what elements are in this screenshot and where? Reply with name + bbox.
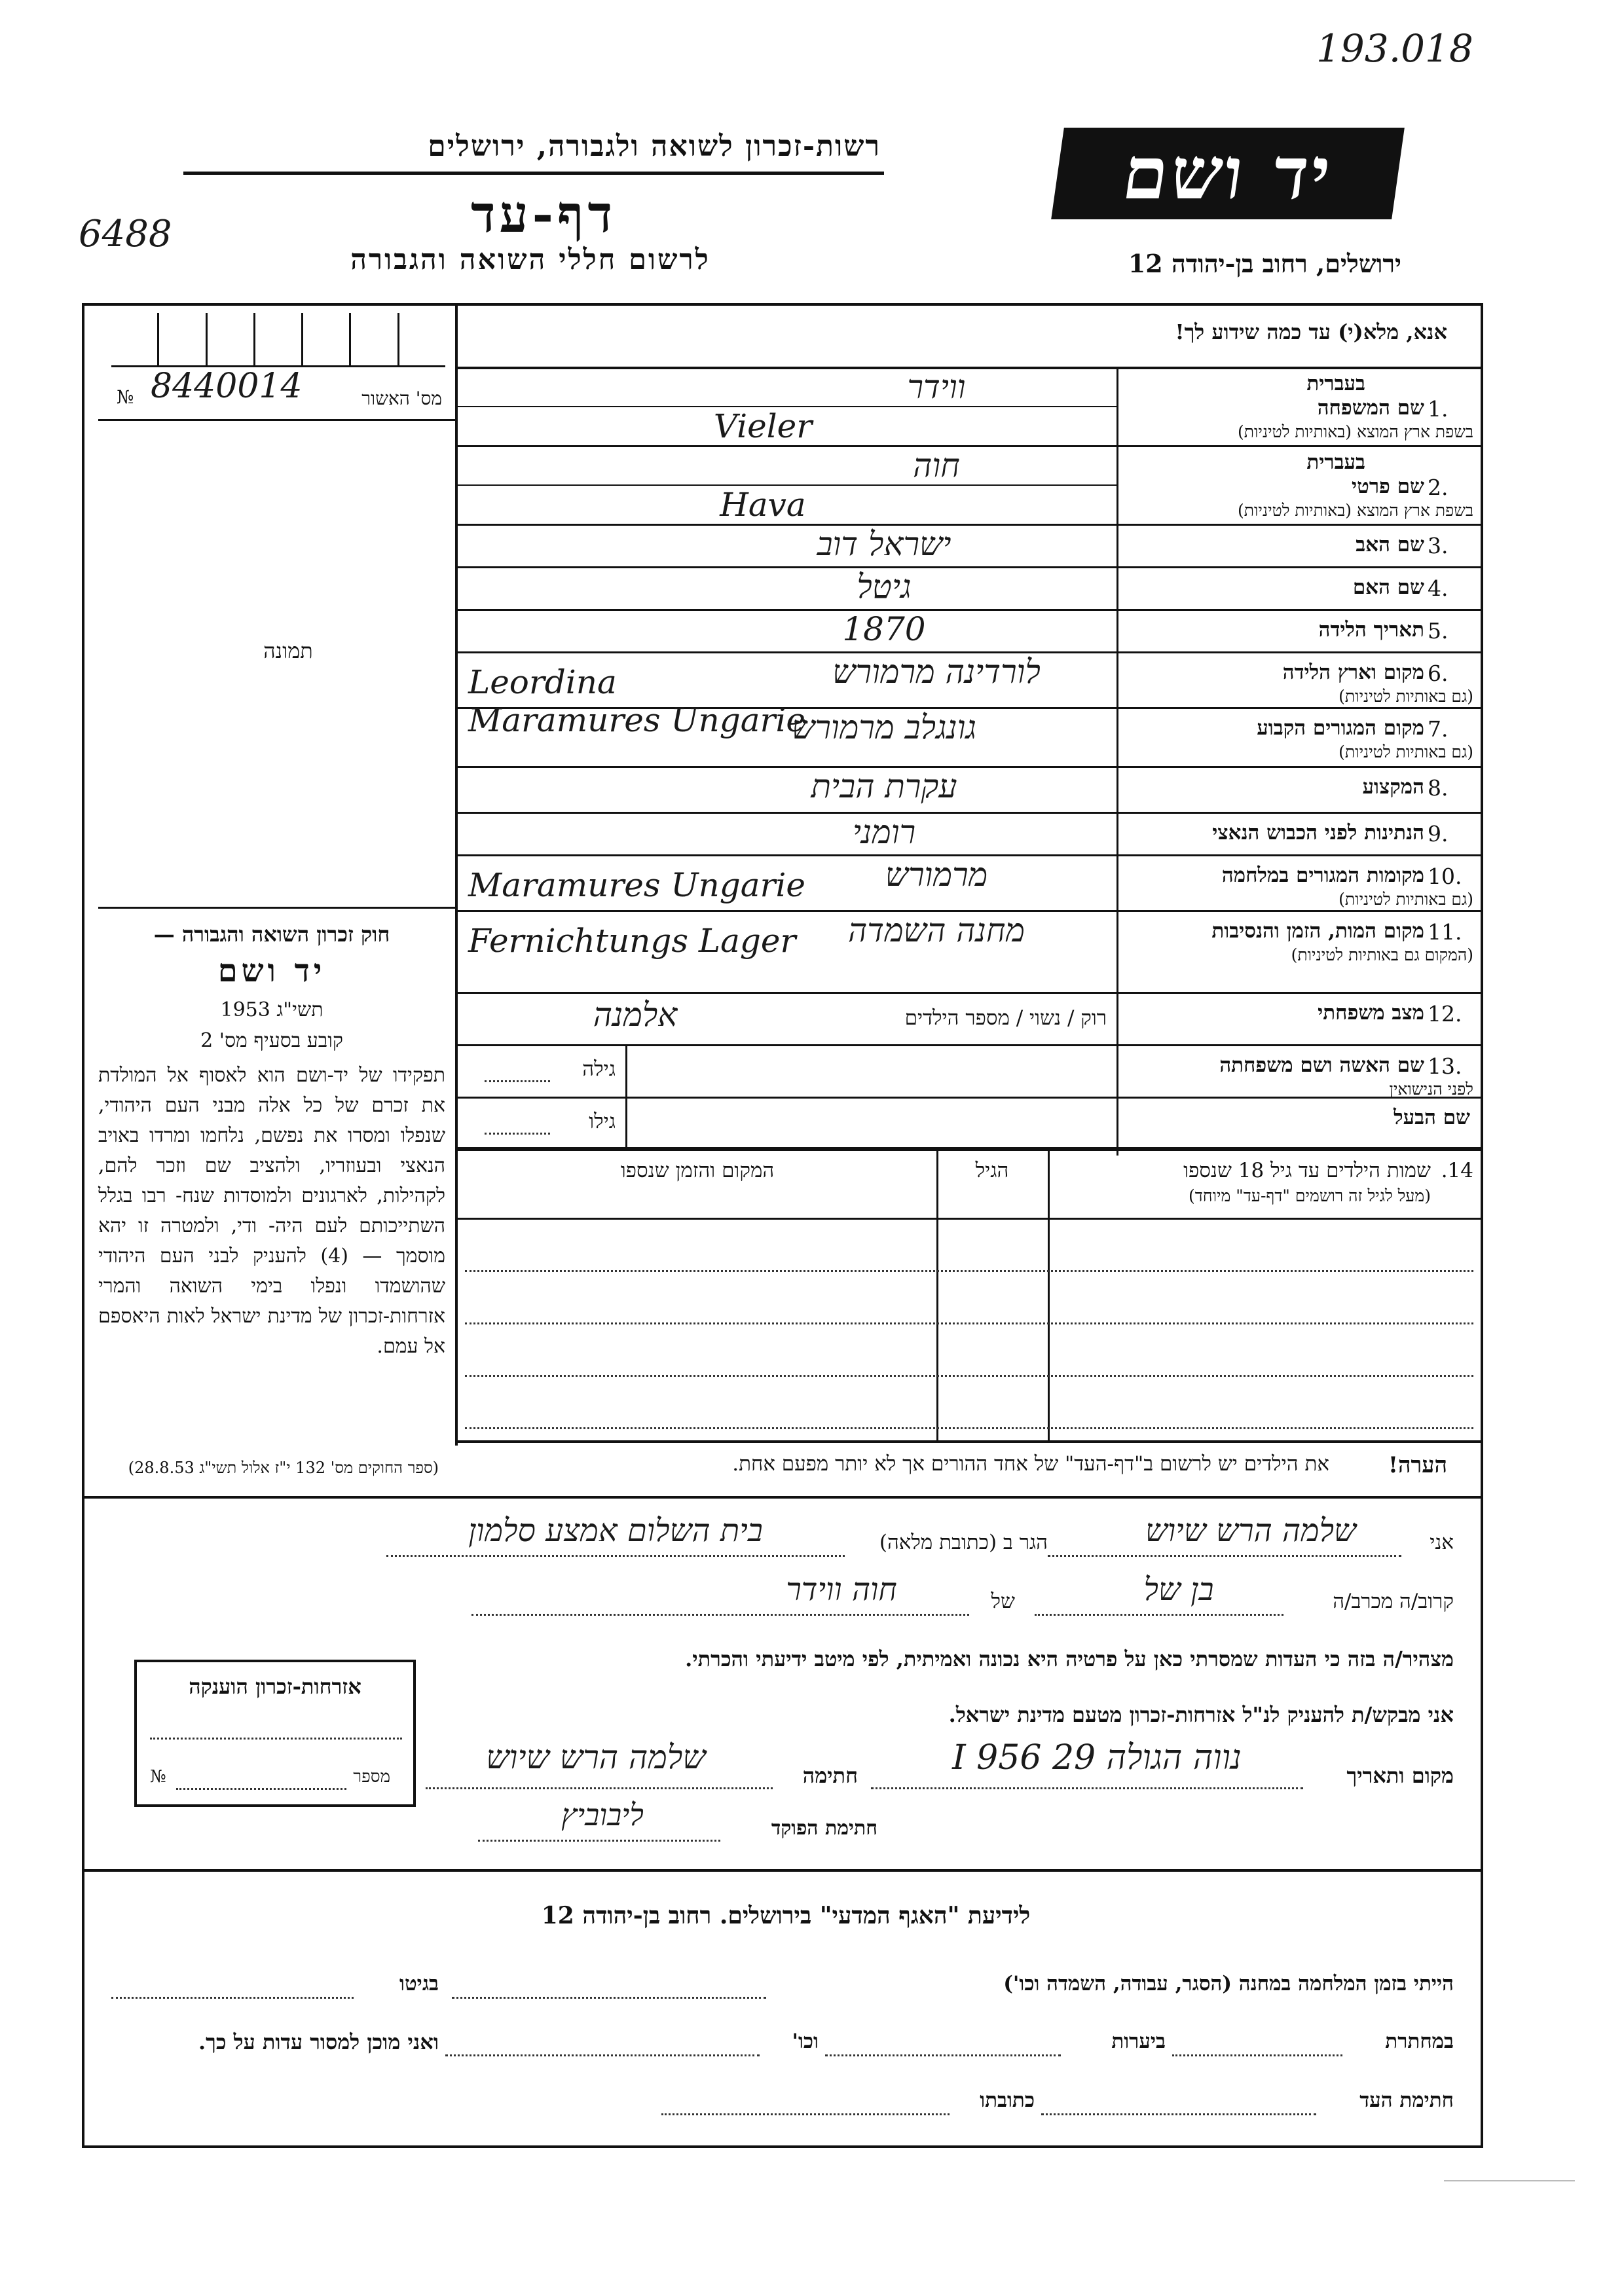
field-number: 7. — [1428, 716, 1449, 742]
field-value: עקרת הבית — [811, 767, 957, 805]
field-number: 8. — [1428, 775, 1449, 801]
bottom-underground: במחתרת — [1385, 2030, 1454, 2053]
field-value: גיטל — [857, 568, 912, 606]
field-value: ישראל דוב — [817, 525, 951, 563]
field-value-latin: Hava — [720, 486, 806, 524]
law-brand: יד ושם — [217, 953, 326, 989]
decl-address-label: הגר ב (כתובת מלאה) — [879, 1531, 1048, 1554]
form-subtitle: לרשום חללי השואה והגבורה — [350, 244, 710, 276]
photo-label: תמונה — [263, 638, 313, 663]
approval-boxes — [111, 313, 445, 367]
field-number: 5. — [1428, 618, 1449, 644]
field-hebrew-tag: בעברית — [1306, 372, 1365, 395]
field-label: מקום המות, הזמן והנסיבות — [1211, 919, 1424, 943]
field-sublabel: לפני הנישואין — [1389, 1080, 1473, 1099]
law-footnote: (ספר החוקים מס' 132 י"ז אלול תשי"ג 28.8.53) — [128, 1459, 439, 1477]
field-number: 6. — [1428, 661, 1449, 686]
field-label: תאריך הלידה — [1318, 618, 1424, 642]
bottom-line1: הייתי בזמן המלחמה במחנה (הסגר, עבודה, השמדה וכו') — [1003, 1972, 1454, 1995]
decl-statement: מצהיר/ה בזה כי העדות שמסרתי כאן על פרטיה היא נכונה ואמיתית, לפי מיטב ידיעתי והכרתי. — [685, 1647, 1454, 1671]
children-sub: (מעל לגיל זה רושמים "דף-עד" מיוחד) — [1189, 1186, 1431, 1205]
field-number: 4. — [1428, 575, 1449, 601]
decl-address-value: בית השלום אמצע סלמון — [468, 1512, 763, 1549]
field-value-latin: Fernichtungs Lager — [468, 922, 796, 960]
citizenship-box — [134, 1660, 416, 1807]
row-rule — [455, 992, 1483, 994]
decl-request: אני מבקש/ת להעניק לנ"ל אזרחות-זכרון מטעם מדינת ישראל. — [948, 1702, 1454, 1727]
children-label: שמות הילדים עד גיל 18 שנספו — [1183, 1159, 1431, 1182]
decl-of-label: של — [991, 1590, 1015, 1613]
left-column-divider — [455, 303, 458, 1446]
field-options: רוק / נשוי / מספר הילדים — [904, 1006, 1107, 1030]
decl-officer-label: חתימת הפוקד — [771, 1817, 877, 1840]
field-label: שם המשפחה — [1317, 396, 1424, 420]
field-label: שם האשה ושם משפחתה — [1219, 1053, 1424, 1077]
children-header-rule — [455, 1218, 1483, 1220]
field-sublabel: (גם באותיות לטיניות) — [1338, 742, 1473, 761]
field-value-latin: Vieler — [713, 407, 813, 445]
note-title: הערה! — [1388, 1452, 1447, 1478]
authority-name: רשות-זכרון לשואה ולגבורה, ירושלים — [428, 130, 881, 163]
decl-relation-label: קרוב/ה מכרב/ה — [1333, 1590, 1454, 1613]
field-value: אלמנה — [593, 996, 678, 1034]
field-sublabel: (גם באותיות לטיניות) — [1338, 890, 1473, 909]
header-underline — [183, 172, 884, 175]
field-label: מצב משפחתי — [1318, 1001, 1424, 1025]
field-label: המקצוע — [1362, 775, 1424, 799]
field-number: 13. — [1428, 1053, 1462, 1079]
form-title: דף-עד — [471, 185, 616, 244]
field-value: רומני — [852, 813, 916, 851]
decl-place-date-value: נווה הגולה 29 I 956 — [952, 1738, 1242, 1777]
decl-officer-value: ליבוביץ — [561, 1797, 644, 1832]
field-age-label: גילו — [589, 1110, 616, 1133]
field-sublabel: (המקום גם באותיות לטיניות) — [1291, 945, 1473, 964]
row-rule — [455, 1044, 1483, 1046]
decl-of-value: חוה ווידר — [786, 1571, 897, 1608]
approval-label: מס' האשור — [361, 388, 442, 409]
children-age-header: הגיל — [975, 1159, 1009, 1182]
field-sublabel: בשפת ארץ המוצא (באותיות לטיניות) — [1238, 422, 1473, 441]
field-label: שם האם — [1352, 575, 1424, 599]
decl-ani: אני — [1430, 1531, 1454, 1554]
field-number: 2. — [1428, 475, 1449, 500]
field-label: הנתינות לפני הכבוש הנאצי — [1212, 821, 1424, 845]
note-top-rule — [455, 1440, 1483, 1443]
field-value-latin: Maramures Ungarie — [468, 866, 806, 904]
citizenship-num-sign: № — [150, 1767, 166, 1787]
decl-relation-value: בן של — [1143, 1571, 1214, 1608]
law-clause: קובע בסעיף מס' 2 — [200, 1029, 343, 1052]
field-sublabel: בשפת ארץ המוצא (באותיות לטיניות) — [1238, 501, 1473, 520]
field-number: 10. — [1428, 864, 1462, 889]
field-value: 1870 — [842, 610, 926, 648]
field-value-hebrew: לורדינה מרמורש — [832, 653, 1041, 691]
field-hebrew-tag: בעברית — [1306, 450, 1365, 474]
stray-mark — [1444, 2180, 1575, 2181]
field-value-latin: Leordina Maramures Ungarie — [468, 663, 806, 739]
law-year: תשי"ג 1953 — [220, 998, 323, 1021]
archive-number: 193.018 — [1316, 26, 1473, 71]
children-top-rule — [455, 1147, 1483, 1150]
children-col1 — [1048, 1147, 1050, 1442]
field-label: שם הבעל — [1393, 1106, 1470, 1129]
children-place-header: המקום והזמן שנספו — [620, 1159, 775, 1182]
field-number: 9. — [1428, 821, 1449, 847]
field-value-hebrew: ווידר — [907, 368, 966, 406]
citizenship-line-2 — [176, 1788, 346, 1790]
law-body: תפקידו של יד-ושם הוא לאסוף אל המולדת את זכרם של כל אלה מבני העם היהודי, שנפלו ומסרו את נפשם, נלחמו ומרדו באויב הנאצי ובעוזריו, ולהציב שם וזכר להם, לקהילות, לארגונים ולמוסדות שנח- רבו בגלל השתייכותם לעם היה- ודי, ולמטרה זו יהא מוסמך — (4) להעניק לבני העם היהודי שהושמדו ונפלו בימי השואה והמרי אזרחות-זכרון של מדינת ישראל לאות היאספם אל עמם. — [98, 1064, 445, 1358]
field-label: שם האב — [1356, 533, 1424, 556]
bottom-forests: ביערות — [1111, 2030, 1166, 2053]
field-number: 1. — [1428, 396, 1449, 422]
decl-place-date-label: מקום ותאריך — [1346, 1763, 1454, 1788]
field-number: 12. — [1428, 1001, 1462, 1027]
bottom-ready: ואני מוכן למסור עדות על כך. — [198, 2030, 439, 2054]
decl-signature-label: חתימה — [802, 1763, 858, 1788]
field-value: גונגלב מרמורש — [791, 708, 977, 746]
field-value-hebrew: חוה — [913, 446, 960, 484]
yad-vashem-logo — [1051, 128, 1405, 219]
bottom-title: לידיעת "האגף המדעי" בירושלים. רחוב בן-יהודה 12 — [541, 1902, 1031, 1929]
citizenship-title: אזרחות-זכרון הוענקה — [189, 1674, 361, 1699]
field-label: שם פרטי — [1351, 475, 1424, 498]
approval-rule — [98, 419, 455, 421]
photo-bottom-rule — [98, 907, 455, 909]
field-value-hebrew: מחנה השמדה — [847, 911, 1025, 949]
field-value-hebrew: מרמורש — [885, 856, 988, 894]
children-num: 14. — [1441, 1159, 1473, 1182]
law-title: חוק זכרון השואה והגבורה — — [153, 922, 390, 947]
citizenship-line-1 — [150, 1738, 402, 1740]
field-sublabel: (גם באותיות לטיניות) — [1338, 687, 1473, 706]
decl-signature-value: שלמה הרש שיוש — [486, 1738, 706, 1776]
side-number: 6488 — [79, 213, 172, 255]
age-divider — [625, 1097, 627, 1149]
intro-line: אנא, מלא(י) עד כמה שידוע לך! — [1175, 319, 1447, 344]
age-divider — [625, 1044, 627, 1097]
field-number: 11. — [1428, 919, 1462, 945]
decl-name-value: שלמה הרש שיוש — [1145, 1512, 1357, 1549]
bottom-address: כתובתו — [980, 2088, 1035, 2112]
label-divider — [1116, 367, 1118, 1156]
approval-number: 8440014 — [151, 367, 303, 406]
note-bottom-rule — [82, 1496, 1483, 1499]
field-label: מקומות המגורים במלחמה — [1221, 864, 1424, 887]
field-label: מקום המגורים הקבוע — [1257, 716, 1424, 740]
citizenship-number-label: מספר — [353, 1767, 390, 1787]
field-age-label: גילה — [582, 1057, 616, 1081]
approval-num-sign: № — [117, 386, 134, 408]
field-label: מקום וארץ הלידה — [1282, 661, 1424, 684]
bottom-witness-sig: חתימת העד — [1359, 2088, 1454, 2112]
children-col2 — [936, 1147, 938, 1442]
header-address: ירושלים, רחוב בן-יהודה 12 — [1128, 249, 1401, 278]
field-number: 3. — [1428, 533, 1449, 558]
bottom-ghetto: בגיטו — [399, 1972, 439, 1995]
logo-text: יד ושם — [1117, 131, 1338, 215]
bottom-top-rule — [82, 1869, 1483, 1872]
note-text: את הילדים יש לרשום ב"דף-העד" של אחד ההורים אך לא יותר מפעם אחת. — [732, 1452, 1329, 1476]
bottom-etc: וכו' — [792, 2030, 819, 2053]
